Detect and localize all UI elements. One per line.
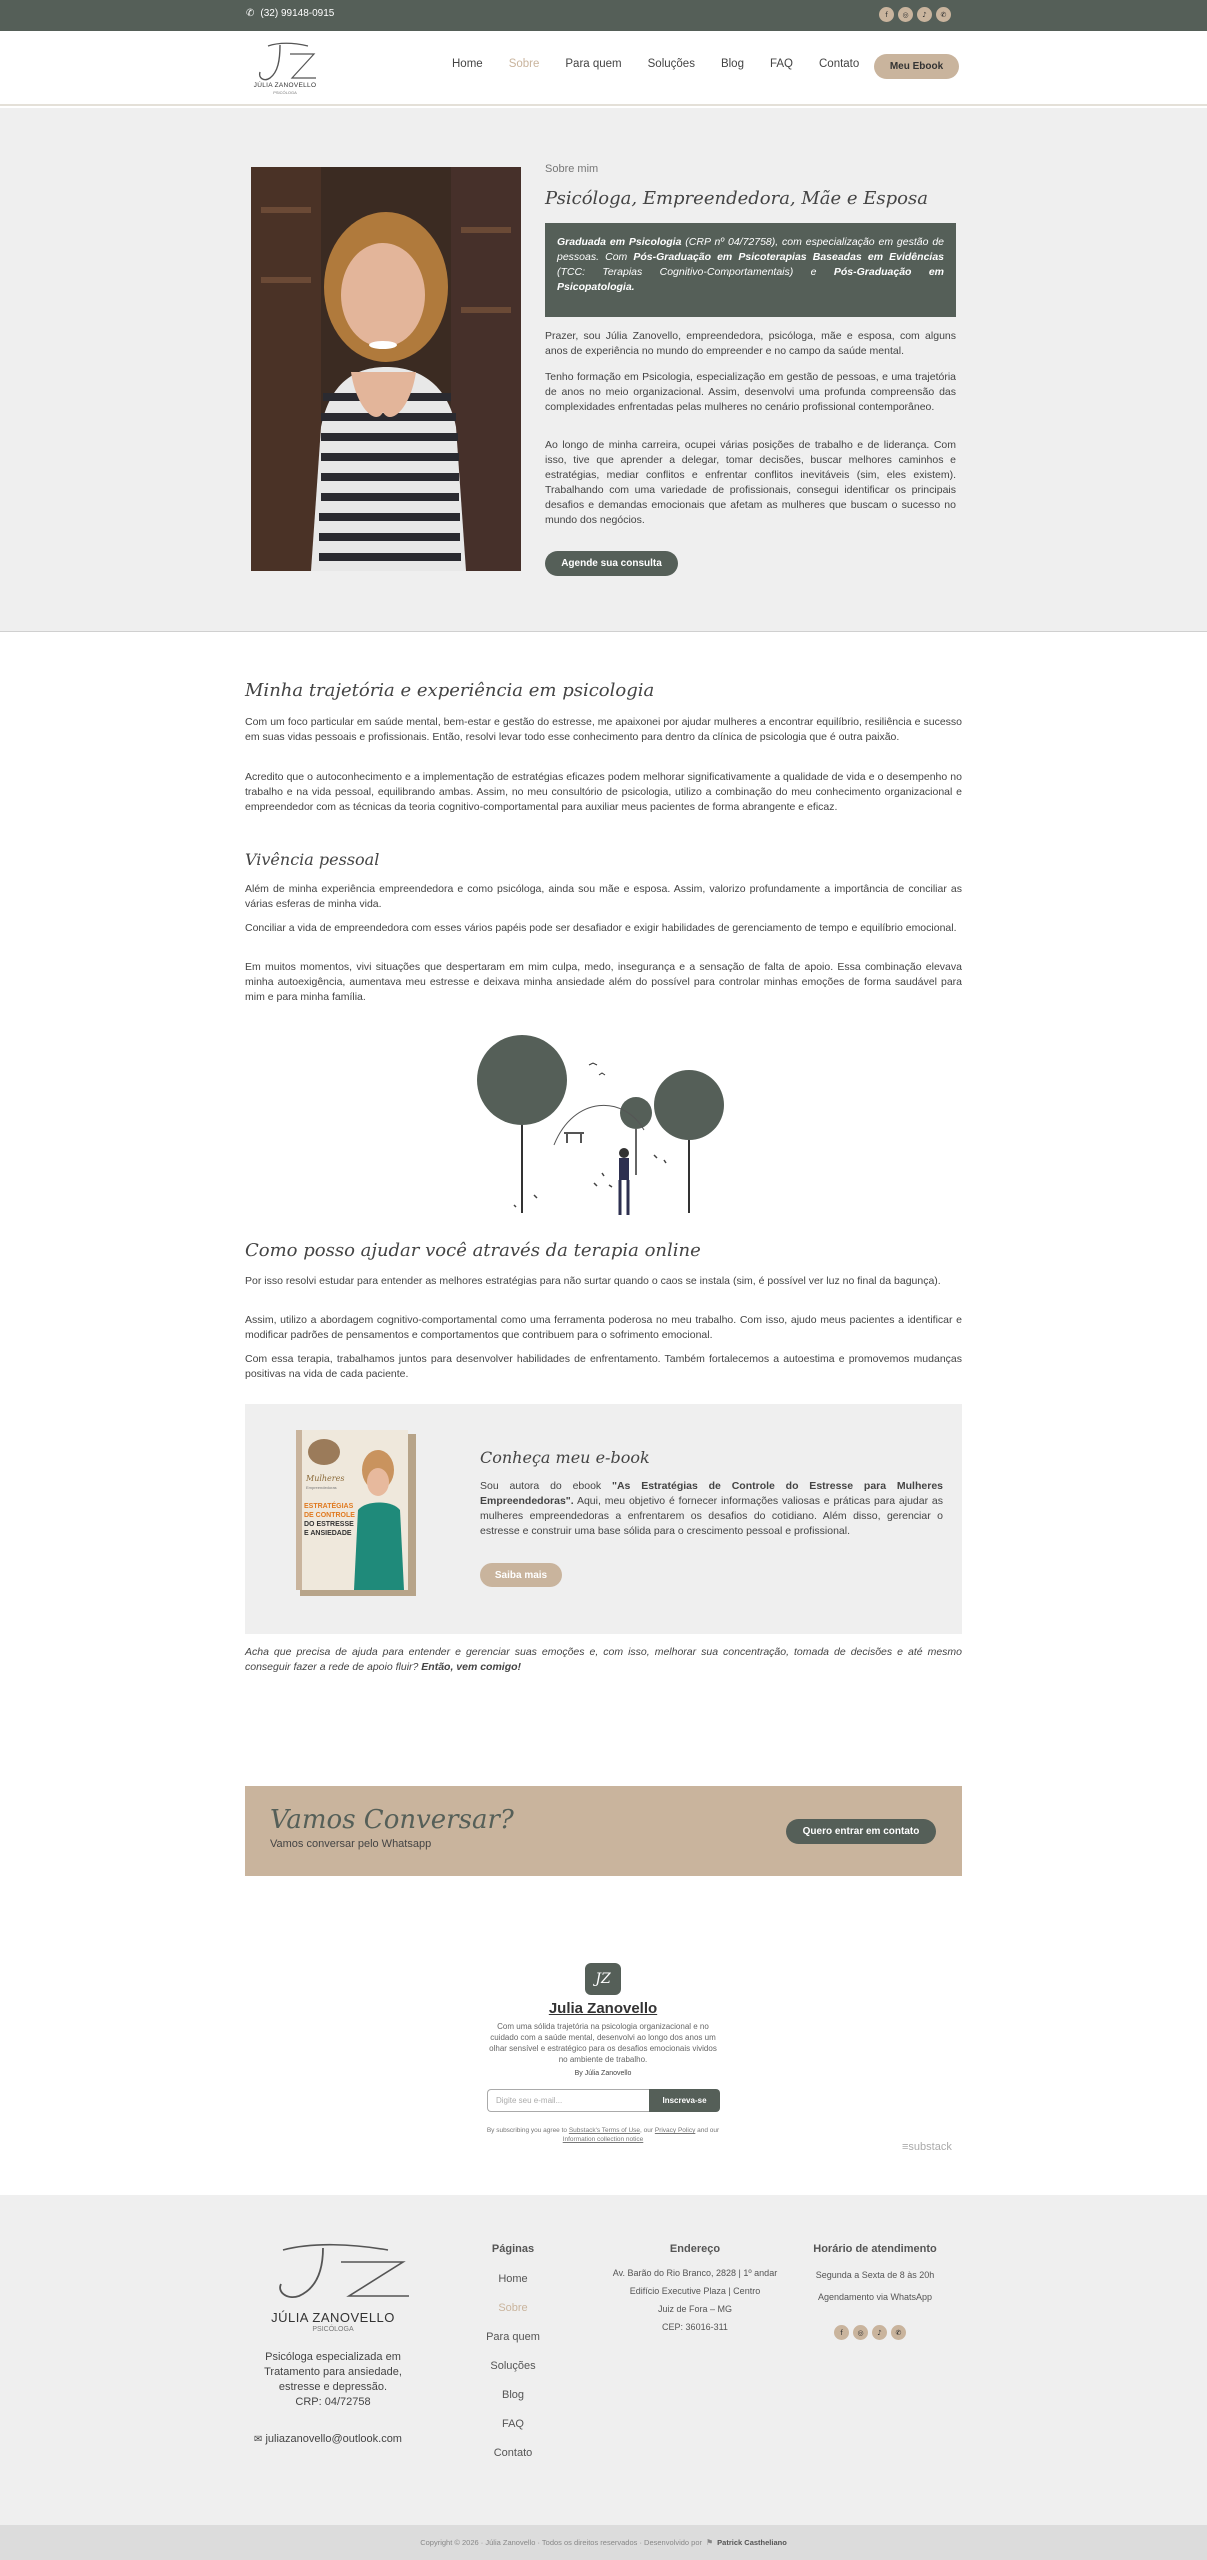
cover-text-line: ESTRATÉGIAS <box>304 1503 354 1510</box>
content-paragraph: Com essa terapia, trabalhamos juntos para desenvolver habilidades de enfrentamento. Também fortalecemos a autoestima e promovemos mudanças positivas na vida de cada paciente. <box>245 1353 962 1380</box>
instagram-icon[interactable]: ◎ <box>898 7 913 22</box>
nav-faq[interactable]: FAQ <box>769 58 793 70</box>
substack-terms <box>485 2126 721 2144</box>
top-bar <box>0 0 1207 31</box>
ebook-description <box>480 1479 943 1539</box>
ebook-text: Aqui, meu objetivo é fornecer informações valiosas e práticas para ajudar as mulheres empreendedoras a enfrentarem os desafios do cotidiano. Além disso, gerenciar o estresse e construir uma base sólida para o crescimento pessoal e profissional. <box>480 1495 943 1537</box>
content-paragraph: Além de minha experiência empreendedora e como psicóloga, ainda sou mãe e esposa. Assim, valorizo profundamente a importância de conciliar as várias esferas de minha vida. <box>245 883 962 910</box>
phone-contact[interactable] <box>246 8 334 19</box>
substack-logo-icon: JZ <box>585 1963 621 1995</box>
closing-text <box>245 1645 962 1675</box>
hero-paragraph: Ao longo de minha carreira, ocupei várias posições de trabalho e de liderança. Com isso, tive que aprender a delegar, tomar decisões, buscar melhores caminhos e estratégias, mediar conflitos e enfrentar conflitos inevitáveis (sim, eles existem). Trabalhando com uma variedade de profissionais, consegui identificar os principais desafios e demandas emocionais que afetam as mulheres que buscam o sucesso no mundo dos negócios. <box>545 439 956 526</box>
substack-author: By Júlia Zanovello <box>574 2070 632 2077</box>
credential-strong: Graduada em Psicologia <box>557 236 682 248</box>
nav-sobre[interactable]: Sobre <box>508 58 540 70</box>
ebook-title: Conheça meu e-book <box>480 1448 650 1467</box>
main-nav <box>452 58 885 70</box>
footer-email-text: juliazanovello@outlook.com <box>265 2433 402 2445</box>
nav-home[interactable]: Home <box>452 58 483 70</box>
ebook-name: "As Estratégias de Controle do Estresse para Mulheres Empreendedoras". <box>480 1480 943 1507</box>
cover-text: Mulheres <box>306 1474 345 1483</box>
footer-description <box>245 2350 421 2410</box>
logo-subtitle: PSICÓLOGA <box>273 90 297 95</box>
terms-text: , our <box>640 2127 655 2134</box>
credential-text: (TCC: Terapias Cognitivo-Comportamentais) e <box>557 266 834 278</box>
whatsapp-icon[interactable]: ✆ <box>891 2325 906 2340</box>
footer-link-blog[interactable]: Blog <box>501 2389 525 2401</box>
collection-notice-link[interactable]: Information collection notice <box>562 2136 644 2143</box>
learn-more-button[interactable]: Saiba mais <box>480 1563 562 1587</box>
section-heading: Vivência pessoal <box>245 850 380 869</box>
ebook-cover[interactable] <box>296 1430 418 1598</box>
footer-link-faq[interactable]: FAQ <box>501 2418 524 2430</box>
portrait-photo <box>251 167 521 571</box>
content-paragraph: Com um foco particular em saúde mental, bem-estar e gestão do estresse, me apaixonei por ajudar mulheres a encontrar equilíbrio, resiliência e sucesso em suas vidas pessoais e profissionais. Então, resolvi levar todo esse conhecimento para dentro da clínica de psicologia que é outra paixão. <box>245 716 962 743</box>
phone-icon: ✆ <box>246 8 255 19</box>
content-paragraph: Acredito que o autoconhecimento e a implementação de estratégias eficazes podem melhorar significativamente a qualidade de vida e o desempenho no trabalho e na vida pessoal, equilibrando ambas. Assim, no meu consultório de psicologia, utilizo a combinação do meu conhecimento organizacional e empreendedor com as técnicas da teoria cognitivo-comportamental para auxiliar meus pacientes de forma abrangente e eficaz. <box>245 771 962 813</box>
address-line: Juiz de Fora – MG <box>657 2304 733 2314</box>
footer-link-solucoes[interactable]: Soluções <box>490 2360 536 2372</box>
footer-hours <box>790 2264 960 2308</box>
cta-subtitle: Vamos conversar pelo Whatsapp <box>270 1838 432 1850</box>
copyright-bar <box>0 2525 1207 2560</box>
copyright-text: Copyright © 2026 · Júlia Zanovello · Todos os direitos reservados · Desenvolvido por <box>420 2538 702 2547</box>
substack-name[interactable]: Julia Zanovello <box>548 2000 658 2017</box>
cta-title: Vamos Conversar? <box>270 1805 514 1835</box>
ebook-button[interactable]: Meu Ebook <box>874 54 959 79</box>
top-social-links <box>879 7 951 22</box>
hours-line: Agendamento via WhatsApp <box>817 2292 933 2302</box>
schedule-button[interactable]: Agende sua consulta <box>545 551 678 576</box>
credentials-box <box>545 223 956 317</box>
tiktok-icon[interactable]: ♪ <box>872 2325 887 2340</box>
closing-question: Acha que precisa de ajuda para entender e gerenciar suas emoções e, com isso, melhorar sua concentração, tomada de decisões e até mesmo conseguir fazer a rede de apoio fluir? <box>245 1646 962 1673</box>
footer-email[interactable] <box>254 2433 402 2445</box>
nav-contato[interactable]: Contato <box>819 58 860 70</box>
content-paragraph: Conciliar a vida de empreendedora com esses vários papéis pode ser desafiador e exigir habilidades de gerenciamento de tempo e equilíbrio emocional. <box>245 922 957 934</box>
content-paragraph: Em muitos momentos, vivi situações que despertaram em mim culpa, medo, insegurança e a sensação de falta de apoio. Essa combinação elevava minha autoexigência, aumentava meu estresse e deixava minha ansiedade além do possível para controlar minhas emoções de forma saudável para mim e para minha família. <box>245 961 962 1003</box>
footer-pages-list <box>473 2273 553 2476</box>
instagram-icon[interactable]: ◎ <box>853 2325 868 2340</box>
address-line: Edifício Executive Plaza | Centro <box>629 2286 761 2296</box>
footer-link-contato[interactable]: Contato <box>493 2447 533 2459</box>
tiktok-icon[interactable]: ♪ <box>917 7 932 22</box>
credential-strong: Pós-Graduação em Psicopatologia. <box>557 266 944 293</box>
address-line: CEP: 36016-311 <box>662 2322 728 2332</box>
terms-link[interactable]: Substack's Terms of Use <box>568 2127 641 2134</box>
nav-para-quem[interactable]: Para quem <box>565 58 622 70</box>
privacy-link[interactable]: Privacy Policy <box>654 2127 696 2134</box>
footer-link-para-quem[interactable]: Para quem <box>486 2331 540 2343</box>
footer-address-heading: Endereço <box>669 2243 721 2255</box>
contact-button[interactable]: Quero entrar em contato <box>786 1819 936 1844</box>
substack-icon: ≡ <box>902 2141 909 2153</box>
footer-link-sobre[interactable]: Sobre <box>498 2302 528 2314</box>
footer-crp: CRP: 04/72758 <box>295 2396 371 2408</box>
cover-text-line: DO ESTRESSE <box>304 1521 354 1528</box>
closing-call: Então, vem comigo! <box>421 1661 522 1673</box>
ebook-text: Sou autora do ebook <box>480 1480 612 1492</box>
footer-link-home[interactable]: Home <box>498 2273 528 2285</box>
terms-text: and our <box>695 2127 720 2134</box>
hero-paragraph: Prazer, sou Júlia Zanovello, empreendedora, psicóloga, mãe e esposa, com alguns anos de experiência no mundo do empreender e no campo da saúde mental. <box>545 330 956 357</box>
footer-logo[interactable] <box>253 2240 413 2340</box>
developer-link[interactable]: Patrick Castheliano <box>717 2538 787 2547</box>
content-paragraph: Por isso resolvi estudar para entender as melhores estratégias para não surtar quando o caos se instala (sim, é possível ver luz no final da bagunça). <box>245 1275 941 1287</box>
subscribe-button[interactable]: Inscreva-se <box>649 2089 720 2112</box>
footer-hours-heading: Horário de atendimento <box>813 2243 937 2255</box>
nav-blog[interactable]: Blog <box>720 58 744 70</box>
cover-text-line: E ANSIEDADE <box>304 1530 352 1537</box>
section-label: Sobre mim <box>545 163 599 175</box>
phone-number: (32) 99148-0915 <box>260 8 335 19</box>
nav-solucoes[interactable]: Soluções <box>647 58 695 70</box>
section-heading: Como posso ajudar você através da terapia online <box>245 1240 701 1261</box>
section-heading: Minha trajetória e experiência em psicologia <box>245 680 655 701</box>
logo-text: JÚLIA ZANOVELLO <box>253 82 317 89</box>
credential-text: (CRP nº 04/72758), com especialização em gestão de pessoas. Com <box>557 236 944 263</box>
hero-paragraph: Tenho formação em Psicologia, especialização em gestão de pessoas, e uma trajetória de anos no meio organizacional. Assim, desenvolvi uma profunda compreensão das complexidades enfrentadas pelas mulheres no cenário profissional contemporâneo. <box>545 371 956 413</box>
footer-logo-text: JÚLIA ZANOVELLO <box>271 2310 395 2325</box>
cover-text <box>304 1502 355 1538</box>
logo-monogram-icon <box>253 2240 413 2310</box>
cover-text-line: DE CONTROLE <box>304 1512 355 1519</box>
footer-pages-heading: Páginas <box>491 2243 535 2255</box>
content-paragraph: Assim, utilizo a abordagem cognitivo-comportamental como uma ferramenta poderosa no meu trabalho. Com isso, ajudo meus pacientes a identificar e modificar padrões de pensamentos e comportamentos que contribuem para o sofrimento emocional. <box>245 1314 962 1341</box>
facebook-icon[interactable]: f <box>879 7 894 22</box>
substack-wordmark[interactable] <box>902 2141 952 2153</box>
whatsapp-icon[interactable]: ✆ <box>936 7 951 22</box>
substack-wordmark-text: substack <box>908 2141 952 2153</box>
site-footer <box>0 2195 1207 2525</box>
facebook-icon[interactable]: f <box>834 2325 849 2340</box>
envelope-icon: ✉ <box>254 2434 263 2445</box>
substack-description: Com uma sólida trajetória na psicologia organizacional e no cuidado com a saúde mental, desenvolvi ao longo dos anos um olhar sensível e estratégico para os desafios emocionais vividos no ambiente de trabalho. <box>489 2022 717 2064</box>
footer-social-links <box>834 2325 906 2340</box>
cover-text: Empreendedoras <box>306 1485 337 1490</box>
trees-illustration <box>474 1035 732 1217</box>
credential-strong: Pós-Graduação em Psicoterapias Baseadas em Evidências <box>633 251 945 263</box>
terms-text: By subscribing you agree to <box>486 2127 569 2134</box>
hero-title: Psicóloga, Empreendedora, Mãe e Esposa <box>545 188 928 209</box>
footer-logo-subtitle: PSICÓLOGA <box>312 2326 354 2333</box>
developer-logo-icon: ⚑ <box>706 2538 714 2547</box>
email-field[interactable]: Digite seu e-mail... <box>487 2089 649 2112</box>
site-logo[interactable] <box>250 40 320 96</box>
footer-desc-text: Psicóloga especializada em Tratamento para ansiedade, estresse e depressão. <box>264 2351 402 2393</box>
footer-address <box>600 2264 790 2336</box>
address-line: Av. Barão do Rio Branco, 2828 | 1º andar <box>612 2268 778 2278</box>
hours-line: Segunda a Sexta de 8 às 20h <box>815 2270 935 2280</box>
